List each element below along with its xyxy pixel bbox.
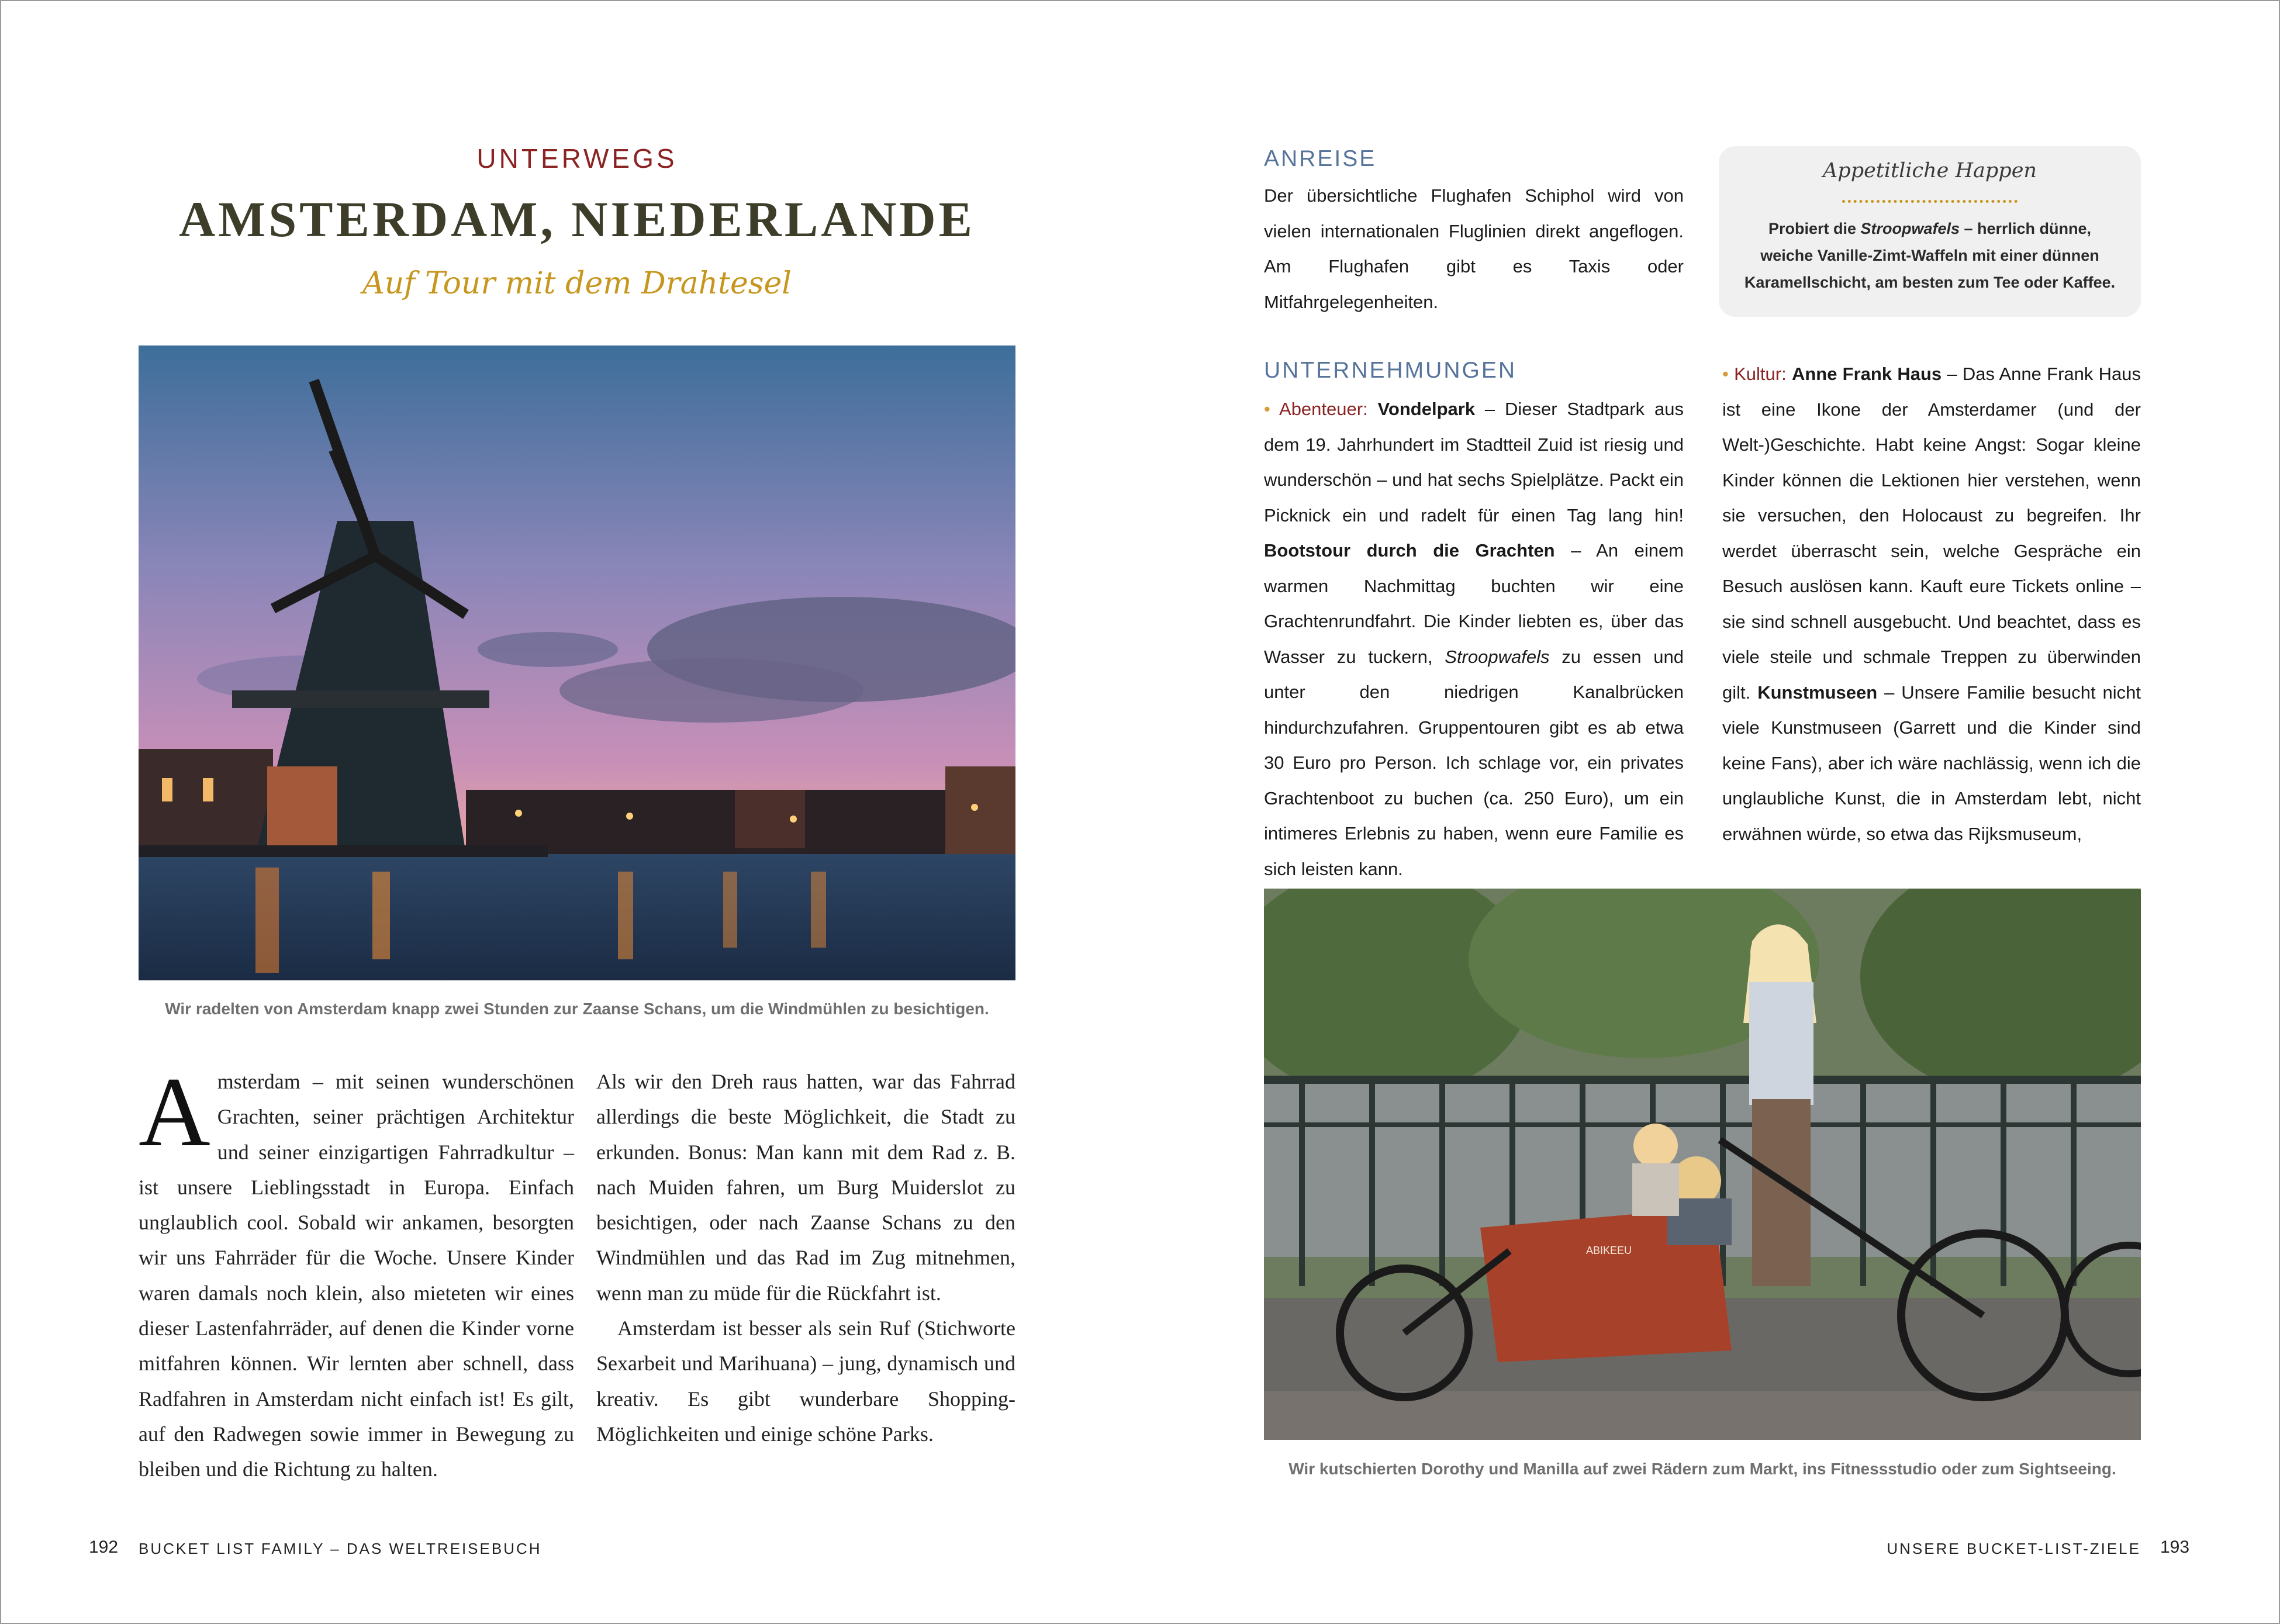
dotted-divider xyxy=(1842,200,2018,203)
bullet-icon: • xyxy=(1722,364,1729,384)
heading-unternehmungen: UNTERNEHMUNGEN xyxy=(1264,358,1516,383)
heading-anreise: ANREISE xyxy=(1264,146,1377,171)
cargo-bike-photo xyxy=(1264,889,2141,1440)
body-text: msterdam – mit seinen wunderschönen Grachten, seiner prächtigen Architektur und seiner einzigartigen Fahrradkultur – ist unsere Lieblingsstadt in Europa. Einfach unglaublich cool. Sobald wir ankamen, besorgten wir uns Fahrräder für die Woche. Unsere Kinder waren damals noch klein, also mieteten wir eines dieser Lastenfahrräder, auf denen die Kinder vorne mitfahren können. Wir lernten aber schnell, dass Radfahren in Amsterdam nicht einfach ist! Es gilt, auf den Radwegen sowie immer in Bewegung zu bleiben und die Richtung zu halten. xyxy=(139,1070,574,1481)
info-box xyxy=(1719,146,2141,317)
photo-caption-left: Wir radelten von Amsterdam knapp zwei Stunden zur Zaanse Schans, um die Windmühlen zu besichtigen. xyxy=(165,1000,989,1018)
drop-cap: A xyxy=(139,1057,210,1167)
cargo-bike-brand: ABIKEEU xyxy=(1585,1245,1632,1256)
photo-caption-right: Wir kutschierten Dorothy und Manilla auf zwei Rädern zum Markt, ins Fitnessstudio oder zum Sightseeing. xyxy=(1288,1460,2116,1478)
body-paragraph: Amsterdam ist besser als sein Ruf (Stichworte Sexarbeit und Marihuana) – jung, dynamisch und kreativ. Es gibt wunderbare Shopping-Möglichkeiten und einige schöne Parks. xyxy=(596,1317,1015,1446)
footer-left: BUCKET LIST FAMILY – DAS WELTREISEBUCH xyxy=(139,1540,542,1557)
anreise-text: Der übersichtliche Flughafen Schiphol wird von vielen internationalen Fluglinien direkt angeflogen. Am Flughafen gibt es Taxis oder Mitfahrgelegenheiten. xyxy=(1264,185,1684,312)
windmill-photo xyxy=(139,345,1015,980)
page-title: AMSTERDAM, NIEDERLANDE xyxy=(179,191,975,247)
page-subtitle: Auf Tour mit dem Drahtesel xyxy=(362,266,792,301)
info-box-title: Appetitliche Happen xyxy=(1823,159,2037,182)
page-number-left: 192 xyxy=(89,1537,119,1557)
kultur-text: • Kultur: Anne Frank Haus – Das Anne Frank Haus ist eine Ikone der Amsterdamer (und der Welt-)Geschichte. Habt keine Angst: Sogar kleine Kinder können die Lektionen hier verstehen, wenn sie versuchen, den Holocaust zu begreifen. Ihr werdet überrascht sein, welche Gespräche ein Besuch auslösen kann. Kauft eure Tickets online – sie sind schnell ausgebucht. Und beachtet, dass es viele steile und schmale Treppen zu überwinden gilt. Kunstmuseen – Unsere Familie besucht nicht viele Kunstmuseen (Garrett und die Kinder sind keine Fans), aber ich wäre nachlässig, wenn ich die unglaubliche Kunst, die in Amsterdam lebt, nicht erwähnen würde, so etwa das Rijksmuseum, xyxy=(1722,364,2141,844)
footer-right: UNSERE BUCKET-LIST-ZIELE xyxy=(1887,1540,2141,1557)
bullet-icon: • xyxy=(1264,399,1270,419)
page-number-right: 193 xyxy=(2160,1537,2190,1557)
body-column-2 xyxy=(596,1064,1015,1452)
category-label: Abenteuer: xyxy=(1279,399,1368,419)
info-box-text: Probiert die Stroopwafels – herrlich dünne, weiche Vanille-Zimt-Waffeln mit einer dünnen Karamellschicht, am besten zum Tee oder Kaffee. xyxy=(1744,220,2116,291)
unternehmungen-text: • Abenteuer: Vondelpark – Dieser Stadtpark aus dem 19. Jahrhundert im Stadtteil Zuid ist riesig und wunderschön – und hat sechs Spielplätze. Packt ein Picknick ein und radelt für einen Tag lang hin! Bootstour durch die Grachten – An einem warmen Nachmittag buchten wir eine Grachtenrundfahrt. Die Kinder liebten es, über das Wasser zu tuckern, Stroopwafels zu essen und unter den niedrigen Kanalbrücken hindurchzufahren. Gruppentouren gibt es ab etwa 30 Euro pro Person. Ich schlage vor, ein privates Grachtenboot zu buchen (ca. 250 Euro), um ein intimeres Erlebnis zu haben, wenn eure Familie es sich leisten kann. xyxy=(1264,399,1684,879)
section-kicker: UNTERWEGS xyxy=(476,143,678,174)
category-label: Kultur: xyxy=(1734,364,1787,384)
body-paragraph: Als wir den Dreh raus hatten, war das Fahrrad allerdings die beste Möglichkeit, die Stadt zu erkunden. Bonus: Man kann mit dem Rad z. B. nach Muiden fahren, um Burg Muiderslot zu besichtigen, oder nach Zaanse Schans zu den Windmühlen und das Rad im Zug mitnehmen, wenn man zu müde für die Rückfahrt ist. xyxy=(596,1070,1015,1305)
